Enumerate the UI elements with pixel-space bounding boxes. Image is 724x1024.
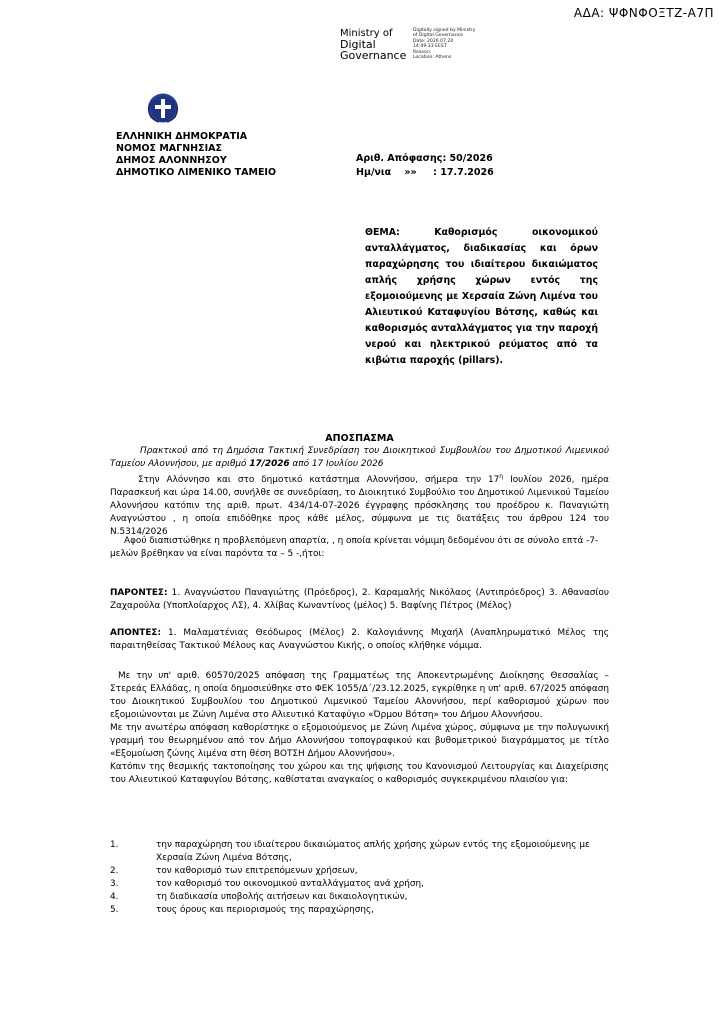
framework-need-paragraph: Κατόπιν της θεσμικής τακτοποίησης του χώρου και της ψήφισης του Κανονισμού Λειτουργίας και Διαχείρισης του Αλιευτικού Καταφυγίου Βότσης, καθίσταται αναγκαίος ο καθορισμός συγκεκριμένου πλαισίου για: — [110, 762, 609, 785]
ada-code: ΑΔΑ: ΨΦΝΦΟΞΤΖ-Α7Π — [573, 6, 714, 20]
list-item — [110, 865, 609, 878]
list-item — [110, 839, 609, 865]
ministry-line: Ministry of — [340, 28, 393, 39]
absent-label: ΑΠΟΝΤΕΣ: — [110, 628, 161, 638]
signature-line: Location: Athens — [413, 55, 452, 61]
issuing-authority — [116, 131, 276, 179]
minutes-text-b: από 17 Ιουλίου 2026 — [289, 459, 384, 469]
subject-block: ΘΕΜΑ: Καθορισμός οικονομικού ανταλλάγματος, διαδικασίας και όρων παραχώρησης του ιδιαίτερου δικαιώματος απλής χρήσης χώρων εντός της εξομοιούμενης με Χερσαία Ζώνη Λιμένα του Αλιευτικού Καταφυγίου Βότσης, καθώς και καθορισμός ανταλλάγματος για την παροχή νερού και ηλεκτρικού ρεύματος από τα κιβώτια παροχής (pillars). — [365, 227, 598, 366]
list-item-text: τους όρους και περιορισμούς της παραχώρησης, — [156, 905, 374, 915]
list-item-number: 3. — [110, 879, 119, 889]
framework-list — [110, 839, 609, 917]
intro-text-a: Στην Αλόννησο και στο δημοτικό κατάστημα Αλοννήσου, σήμερα την 17 — [138, 474, 500, 485]
session-intro — [110, 470, 609, 539]
quorum-paragraph: Αφού διαπιστώθηκε η προβλεπόμενη απαρτία, , η οποία κρίνεται νόμιμη δεδομένου ότι σε σύνολο επτά -7- μελών βρέθηκαν να είναι παρόντα τα – 5 -,ήτοι: — [110, 536, 599, 559]
present-members — [110, 587, 609, 613]
authority-line: ΕΛΛΗΝΙΚΗ ΔΗΜΟΚΡΑΤΙΑ — [116, 131, 248, 142]
intro-ordinal: η — [499, 473, 504, 480]
list-item-text: την παραχώρηση του ιδιαίτερου δικαιώματος απλής χρήσης χώρων εντός της εξομοιούμενης με Χερσαία Ζώνη Λιμένα Βότσης, — [156, 840, 590, 863]
present-label: ΠΑΡΟΝΤΕΣ: — [110, 588, 168, 598]
decision-date: Ημ/νια »» : 17.7.2026 — [356, 167, 494, 178]
approval-paragraph: Με την υπ' αριθ. 60570/2025 απόφαση της Γραμματέως της Αποκεντρωμένης Διοίκησης Θεσσαλίας – Στερεάς Ελλάδας, η οποία δημοσιεύθηκε στο ΦΕΚ 1055/Δ΄/23.12.2025, εγκρίθηκε η υπ' αριθ. 67/2025 απόφαση του Διοικητικού Συμβουλίου του Δημοτικού Λιμενικού Ταμείου Αλοννήσου, περί καθορισμού χώρων που εξομοιώνονται με Ζώνη Λιμένα στο Αλιευτικό Καταφύγιο «Όρμου Βότση» του Δήμου Αλοννήσου. — [110, 671, 609, 720]
minutes-number: 17/2026 — [249, 459, 290, 469]
zone-definition-paragraph: Με την ανωτέρω απόφαση καθορίστηκε ο εξομοιούμενος με Ζώνη Λιμένα χώρος, σύμφωνα με την πολυγωνική γραμμή του θεωρημένου από τον Δήμο Αλοννήσου τοπογραφικού και βυθομετρικού διαγράμματος με τίτλο «Εξομοίωση ζώνης λιμένα στη θέση ΒΟΤΣΗ Δήμου Αλοννήσου». — [110, 723, 609, 759]
background-paragraphs — [110, 670, 609, 787]
list-item-number: 5. — [110, 905, 119, 915]
authority-line: ΔΗΜΟΤΙΚΟ ΛΙΜΕΝΙΚΟ ΤΑΜΕΙΟ — [116, 167, 277, 178]
list-item-number: 4. — [110, 892, 119, 902]
authority-line: ΔΗΜΟΣ ΑΛΟΝΝΗΣΟΥ — [116, 155, 227, 166]
absent-members — [110, 627, 609, 653]
minutes-text-a: Πρακτικού από τη Δημόσια Τακτική Συνεδρίαση του Διοικητικού Συμβουλίου του Δημοτικού Λιμενικού Ταμείου Αλοννήσου, με αριθμό — [110, 446, 609, 469]
absent-list: 1. Μαλαματένιας Θεόδωρος (Μέλος) 2. Καλογιάννης Μιχαήλ (Αναπληρωματικό Μέλος της παραιτηθείσας Τακτικού Μέλους κας Αναγνώστου Κικής, ο οποίος κλήθηκε νόμιμα. — [110, 628, 609, 651]
decision-info — [356, 152, 494, 180]
list-item — [110, 878, 609, 891]
signature-line: of Digital Governance — [413, 33, 463, 39]
authority-line: ΝΟΜΟΣ ΜΑΓΝΗΣΙΑΣ — [116, 143, 222, 154]
list-item-text: τον καθορισμό του οικονομικού ανταλλάγματος ανά χρήση, — [156, 879, 424, 889]
signature-line: Date: 2026.07.20 — [413, 38, 454, 44]
present-list: 1. Αναγνώστου Παναγιώτης (Πρόεδρος), 2. Καραμαλής Νικόλαος (Αντιπρόεδρος) 3. Αθανασίου Ζαχαρούλα (Υποπλοίαρχος ΛΣ), 4. Χλίβας Κωναντίνος (μέλος) 5. Βαφίνης Πέτρος (Μέλος) — [110, 588, 609, 611]
list-item-number: 1. — [110, 840, 119, 850]
hellenic-republic-emblem-icon — [146, 92, 180, 124]
minutes-reference — [110, 445, 609, 471]
list-item — [110, 891, 609, 904]
signature-line: Digitally signed by Ministry — [413, 28, 476, 33]
signature-line: 14:49:33 EEST — [413, 44, 447, 50]
document-title: ΑΠΟΣΠΑΣΜΑ — [325, 433, 394, 444]
signature-line: Reason: — [413, 49, 432, 55]
ministry-line: Digital — [340, 38, 376, 51]
list-item — [110, 904, 609, 917]
ministry-line: Governance — [340, 49, 407, 62]
decision-number: Αριθ. Απόφασης: 50/2026 — [356, 153, 493, 164]
digital-signature-details — [413, 28, 475, 60]
list-item-text: τον καθορισμό των επιτρεπόμενων χρήσεων, — [156, 866, 358, 876]
list-item-text: τη διαδικασία υποβολής αιτήσεων και δικαιολογητικών, — [156, 892, 408, 902]
ministry-signature-label — [340, 28, 406, 61]
list-item-number: 2. — [110, 866, 119, 876]
intro-text-b: Ιουλίου 2026, ημέρα Παρασκευή και ώρα 14.00, συνήλθε σε συνεδρίαση, το Διοικητικό Συμβούλιο του Δημοτικού Λιμενικού Ταμείου Αλοννήσου κατόπιν της αριθ. πρωτ. 434/14-07-2026 έγγραφης πρόσκλησης του προέδρου κ. Παναγιώτη Αναγνώστου , η οποία επιδόθηκε προς κάθε μέλος, σύμφωνα με τις διατάξεις του άρθρου 124 του Ν.5314/2026 — [110, 474, 609, 537]
